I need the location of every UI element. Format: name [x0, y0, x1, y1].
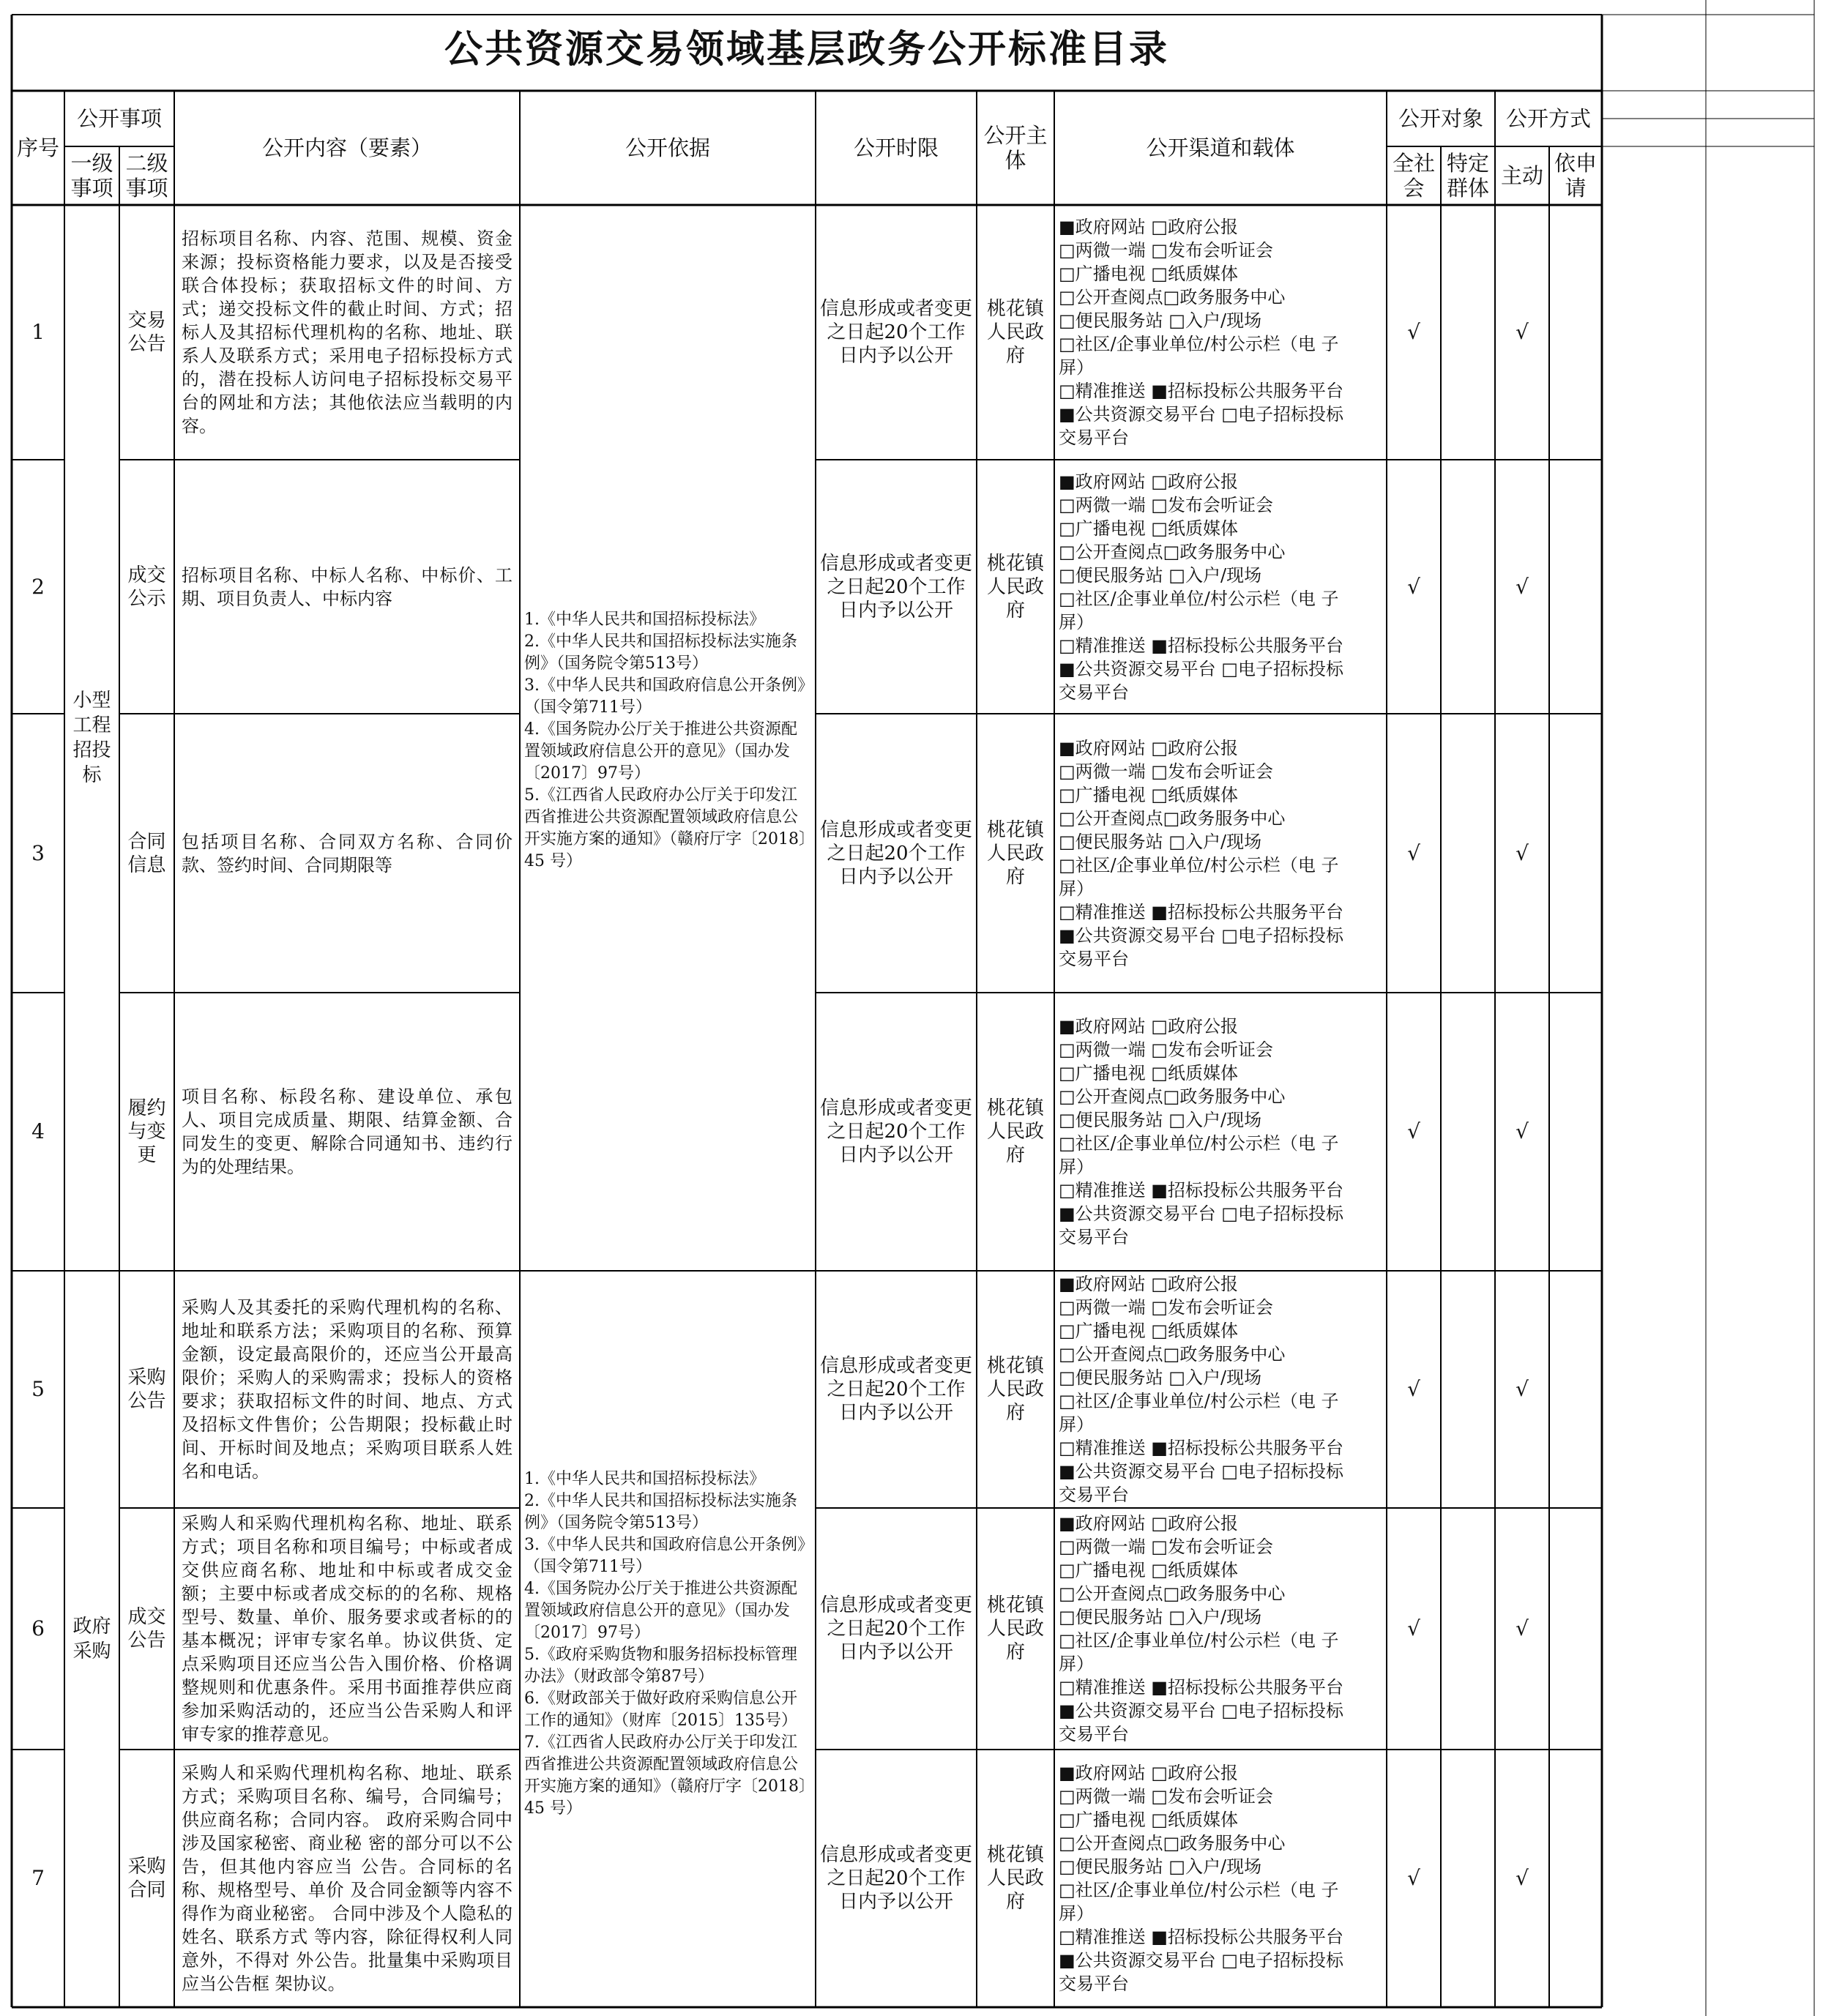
channels-cell: [1054, 993, 1387, 1271]
on-request-check: [1549, 1508, 1602, 1750]
channel-option: 屏）: [1059, 1903, 1094, 1924]
specific-group-check: [1441, 1750, 1495, 2007]
subject-cell: 桃花镇 人民政 府: [986, 818, 1044, 888]
header-content: 公开内容（要素）: [261, 135, 432, 160]
content-cell: 采购人及其委托的采购代理机构的名称、地址和联系方法；采购项目的名称、预算金额，设定最高限价的，还应当公开最高限价；采购人的采购需求；投标人的资格要求；获取招标文件的时间、地点、方式及招标文件售价；公告期限；投标截止时间、开标时间及地点；采购项目联系人姓名和电话。: [182, 1297, 512, 1482]
time-limit-cell: 信息形成或者变更之日起20个工作日内予以公开: [820, 1355, 973, 1424]
header-subject: 公开主 体: [983, 123, 1048, 173]
whole-society-check: √: [1407, 1119, 1420, 1143]
active-check: √: [1516, 574, 1529, 599]
channels-cell: [1054, 1271, 1387, 1508]
channel-option: ■政府网站 □政府公报: [1059, 1763, 1238, 1783]
level2-cell: 成交 公告: [127, 1606, 166, 1651]
channel-option: □精准推送 ■招标投标公共服务平台: [1059, 1180, 1343, 1201]
channel-option: □便民服务站 □入户/现场: [1059, 1110, 1262, 1130]
channel-option: □公开查阅点□政务服务中心: [1059, 1344, 1286, 1364]
channel-option: ■政府网站 □政府公报: [1059, 737, 1238, 758]
channel-option: 屏）: [1059, 1654, 1094, 1674]
seq-cell: 2: [31, 574, 45, 599]
channel-option: ■公共资源交易平台 □电子招标投标: [1059, 1203, 1343, 1224]
channel-option: □便民服务站 □入户/现场: [1059, 310, 1262, 331]
specific-group-check: [1441, 714, 1495, 993]
header-matters: 公开事项: [76, 106, 162, 131]
content-cell: 采购人和采购代理机构名称、地址、联系方式；采购项目名称、编号，合同编号；供应商名称；合同内容。 政府采购合同中涉及国家秘密、商业秘 密的部分可以不公告，但其他内容应当 公告。合同标的名称、规格型号、单价 及合同金额等内容不得作为商业秘密。 合同中涉及个人隐私的姓名、联系方式 等内容，除征得权利人同意外，不得对 外公告。批量集中采购项目应当公告框 架协议。: [182, 1763, 512, 1994]
header-seq: 序号: [16, 135, 59, 160]
level2-cell: 采购 合同: [127, 1856, 166, 1901]
group-level1-cell: 政府 采购: [72, 1616, 111, 1662]
channel-option: □社区/企事业单位/村公示栏（电 子: [1059, 588, 1339, 609]
content-cell: 招标项目名称、中标人名称、中标价、工期、项目负责人、中标内容: [182, 564, 512, 609]
group-level1-cell: 小型 工程 招投 标: [72, 690, 111, 786]
channel-option: □便民服务站 □入户/现场: [1059, 1856, 1262, 1877]
channel-option: ■政府网站 □政府公报: [1059, 1016, 1238, 1037]
channel-option: □广播电视 □纸质媒体: [1059, 1810, 1238, 1830]
channel-option: 交易平台: [1059, 682, 1129, 703]
channel-option: □社区/企事业单位/村公示栏（电 子: [1059, 1391, 1339, 1411]
channel-option: □公开查阅点□政务服务中心: [1059, 807, 1286, 829]
channels-cell: [1054, 460, 1387, 714]
header-target: 公开对象: [1398, 106, 1483, 131]
subject-cell: 桃花镇 人民政 府: [986, 1594, 1044, 1663]
subject-cell: 桃花镇 人民政 府: [986, 1097, 1044, 1166]
active-check: √: [1516, 1377, 1529, 1401]
time-limit-cell: 信息形成或者变更之日起20个工作日内予以公开: [820, 1844, 973, 1913]
channel-option: 屏）: [1059, 1157, 1094, 1177]
channels-cell: [1054, 714, 1387, 993]
channel-option: ■公共资源交易平台 □电子招标投标: [1059, 1461, 1343, 1482]
header-channels: 公开渠道和载体: [1146, 135, 1295, 160]
channel-option: □两微一端 □发布会听证会: [1059, 1039, 1273, 1060]
channel-option: ■政府网站 □政府公报: [1059, 217, 1238, 237]
channel-option: □广播电视 □纸质媒体: [1059, 264, 1238, 284]
channel-option: □便民服务站 □入户/现场: [1059, 831, 1262, 852]
specific-group-check: [1441, 1508, 1495, 1750]
specific-group-check: [1441, 460, 1495, 714]
whole-society-check: √: [1407, 1866, 1420, 1890]
basis-cell: 1.《中华人民共和国招标投标法》 2.《中华人民共和国招标投标法实施条例》（国务院令第513号） 3.《中华人民共和国政府信息公开条例》（国令第711号） 4.《国务院办公厅关于推进公共资源配置领域政府信息公开的意见》（国办发〔2017〕97号） 5.《政府采购货物和服务招标投标管理办法》（财政部令第87号） 6.《财政部关于做好政府采购信息公开工作的通知》（财库〔2015〕135号） 7.《江西省人民政府办公厅关于印发江西省推进公共资源配置领域政府信息公开实施方案的通知》（赣府厅字〔2018〕45 号）: [524, 1470, 807, 1818]
channel-option: 交易平台: [1059, 1724, 1129, 1744]
whole-society-check: √: [1407, 840, 1420, 865]
channel-option: □精准推送 ■招标投标公共服务平台: [1059, 1438, 1343, 1458]
channel-option: □两微一端 □发布会听证会: [1059, 761, 1273, 782]
header-level1: 一级 事项: [70, 151, 113, 201]
header-active: 主动: [1500, 163, 1543, 188]
channels-cell: [1054, 1750, 1387, 2007]
basis-cell: 1.《中华人民共和国招标投标法》 2.《中华人民共和国招标投标法实施条例》（国务院令第513号） 3.《中华人民共和国政府信息公开条例》（国令第711号） 4.《国务院办公厅关于推进公共资源配置领域政府信息公开的意见》（国办发〔2017〕97号） 5.《江西省人民政府办公厅关于印发江西省推进公共资源配置领域政府信息公开实施方案的通知》（赣府厅字〔2018〕45 号）: [524, 611, 807, 870]
seq-cell: 5: [31, 1377, 45, 1401]
header-method: 公开方式: [1505, 106, 1591, 131]
content-cell: 包括项目名称、合同双方名称、合同价款、签约时间、合同期限等: [182, 831, 512, 876]
content-cell: 项目名称、标段名称、建设单位、承包人、项目完成质量、期限、结算金额、合同发生的变更、解除合同通知书、违约行为的处理结果。: [182, 1086, 512, 1177]
level2-cell: 成交 公示: [127, 564, 166, 610]
channel-option: 交易平台: [1059, 1974, 1129, 1994]
on-request-check: [1549, 1271, 1602, 1508]
header-whole-society: 全社 会: [1392, 151, 1435, 201]
seq-cell: 7: [31, 1866, 45, 1890]
active-check: √: [1516, 1866, 1529, 1890]
channel-option: □两微一端 □发布会听证会: [1059, 1297, 1273, 1318]
header-time-limit: 公开时限: [853, 135, 939, 160]
level2-cell: 履约 与变 更: [127, 1097, 166, 1166]
time-limit-cell: 信息形成或者变更之日起20个工作日内予以公开: [820, 552, 973, 621]
channel-option: □精准推送 ■招标投标公共服务平台: [1059, 1927, 1343, 1947]
channel-option: □公开查阅点□政务服务中心: [1059, 541, 1286, 562]
header-level2: 二级 事项: [125, 151, 168, 201]
page-title: 公共资源交易领域基层政务公开标准目录: [444, 26, 1169, 72]
specific-group-check: [1441, 205, 1495, 460]
on-request-check: [1549, 460, 1602, 714]
specific-group-check: [1441, 993, 1495, 1271]
whole-society-check: √: [1407, 1616, 1420, 1640]
channel-option: □便民服务站 □入户/现场: [1059, 564, 1262, 586]
channel-option: □广播电视 □纸质媒体: [1059, 1560, 1238, 1580]
on-request-check: [1549, 1750, 1602, 2007]
header-basis: 公开依据: [625, 135, 710, 160]
subject-cell: 桃花镇 人民政 府: [986, 1844, 1044, 1913]
channel-option: □公开查阅点□政务服务中心: [1059, 1086, 1286, 1107]
channel-option: □广播电视 □纸质媒体: [1059, 784, 1238, 805]
channel-option: □广播电视 □纸质媒体: [1059, 518, 1238, 539]
on-request-check: [1549, 205, 1602, 460]
active-check: √: [1516, 1119, 1529, 1143]
channel-option: □广播电视 □纸质媒体: [1059, 1063, 1238, 1083]
header-on-request: 依申 请: [1554, 151, 1597, 201]
channel-option: 交易平台: [1059, 428, 1129, 448]
channel-option: □两微一端 □发布会听证会: [1059, 1786, 1273, 1807]
channel-option: 屏）: [1059, 611, 1094, 632]
channel-option: □两微一端 □发布会听证会: [1059, 240, 1273, 261]
seq-cell: 1: [31, 320, 45, 344]
time-limit-cell: 信息形成或者变更之日起20个工作日内予以公开: [820, 298, 973, 367]
active-check: √: [1516, 320, 1529, 344]
channel-option: □精准推送 ■招标投标公共服务平台: [1059, 1677, 1343, 1698]
on-request-check: [1549, 993, 1602, 1271]
channel-option: □两微一端 □发布会听证会: [1059, 494, 1273, 515]
subject-cell: 桃花镇 人民政 府: [986, 552, 1044, 621]
whole-society-check: √: [1407, 320, 1420, 344]
channel-option: □公开查阅点□政务服务中心: [1059, 1583, 1286, 1604]
channel-option: □公开查阅点□政务服务中心: [1059, 287, 1286, 307]
active-check: √: [1516, 840, 1529, 865]
channel-option: 交易平台: [1059, 1485, 1129, 1505]
channel-option: □公开查阅点□政务服务中心: [1059, 1833, 1286, 1853]
seq-cell: 6: [31, 1616, 45, 1640]
whole-society-check: √: [1407, 574, 1420, 599]
level2-cell: 采购 公告: [127, 1367, 166, 1412]
channel-option: □广播电视 □纸质媒体: [1059, 1321, 1238, 1341]
channel-option: □社区/企事业单位/村公示栏（电 子: [1059, 854, 1339, 876]
seq-cell: 3: [31, 840, 45, 865]
channel-option: □社区/企事业单位/村公示栏（电 子: [1059, 334, 1339, 354]
content-cell: 采购人和采购代理机构名称、地址、联系方式；项目名称和项目编号；中标或者成交供应商名称、地址和中标或者成交金额；主要中标或者成交标的的名称、规格型号、数量、单价、服务要求或者标的的基本概况；评审专家名单。协议供货、定点采购项目还应当公告入围价格、价格调整规则和优惠条件。采用书面推荐供应商参加采购活动的，还应当公告采购人和评审专家的推荐意见。: [182, 1513, 512, 1744]
seq-cell: 4: [31, 1119, 45, 1143]
channels-cell: [1054, 1508, 1387, 1750]
channel-option: ■政府网站 □政府公报: [1059, 1274, 1238, 1294]
channel-option: □社区/企事业单位/村公示栏（电 子: [1059, 1880, 1339, 1900]
channel-option: □便民服务站 □入户/现场: [1059, 1367, 1262, 1388]
channel-option: ■公共资源交易平台 □电子招标投标: [1059, 404, 1343, 425]
channel-option: 屏）: [1059, 1414, 1094, 1435]
subject-cell: 桃花镇 人民政 府: [986, 1355, 1044, 1424]
time-limit-cell: 信息形成或者变更之日起20个工作日内予以公开: [820, 1594, 973, 1663]
channel-option: ■公共资源交易平台 □电子招标投标: [1059, 1950, 1343, 1971]
channel-option: 屏）: [1059, 357, 1094, 378]
channel-option: □社区/企事业单位/村公示栏（电 子: [1059, 1630, 1339, 1651]
channel-option: 交易平台: [1059, 948, 1129, 969]
channel-option: ■政府网站 □政府公报: [1059, 1513, 1238, 1534]
time-limit-cell: 信息形成或者变更之日起20个工作日内予以公开: [820, 1097, 973, 1166]
channel-option: □精准推送 ■招标投标公共服务平台: [1059, 901, 1343, 922]
channel-option: ■公共资源交易平台 □电子招标投标: [1059, 1700, 1343, 1721]
channel-option: ■政府网站 □政府公报: [1059, 471, 1238, 492]
level2-cell: 交易 公告: [127, 310, 166, 355]
active-check: √: [1516, 1616, 1529, 1640]
channel-option: 交易平台: [1059, 1227, 1129, 1247]
header-specific-group: 特定 群体: [1446, 151, 1489, 201]
channel-option: □两微一端 □发布会听证会: [1059, 1537, 1273, 1557]
whole-society-check: √: [1407, 1377, 1420, 1401]
channel-option: ■公共资源交易平台 □电子招标投标: [1059, 925, 1343, 946]
channel-option: □精准推送 ■招标投标公共服务平台: [1059, 635, 1343, 656]
level2-cell: 合同 信息: [127, 830, 166, 876]
channels-cell: [1054, 205, 1387, 460]
specific-group-check: [1441, 1271, 1495, 1508]
channel-option: 屏）: [1059, 878, 1094, 899]
channel-option: ■公共资源交易平台 □电子招标投标: [1059, 658, 1343, 679]
channel-option: □精准推送 ■招标投标公共服务平台: [1059, 381, 1343, 401]
channel-option: □社区/企事业单位/村公示栏（电 子: [1059, 1133, 1339, 1154]
subject-cell: 桃花镇 人民政 府: [986, 298, 1044, 367]
channel-option: □便民服务站 □入户/现场: [1059, 1607, 1262, 1627]
on-request-check: [1549, 714, 1602, 993]
time-limit-cell: 信息形成或者变更之日起20个工作日内予以公开: [820, 818, 973, 888]
content-cell: 招标项目名称、内容、范围、规模、资金来源；投标资格能力要求，以及是否接受联合体投标；获取招标文件的时间、方式；递交投标文件的截止时间、方式；招标人及其招标代理机构的名称、地址、联系人及联系方式；采用电子招标投标方式的，潜在投标人访问电子招标投标交易平台的网址和方法；其他依法应当载明的内容。: [182, 228, 512, 436]
